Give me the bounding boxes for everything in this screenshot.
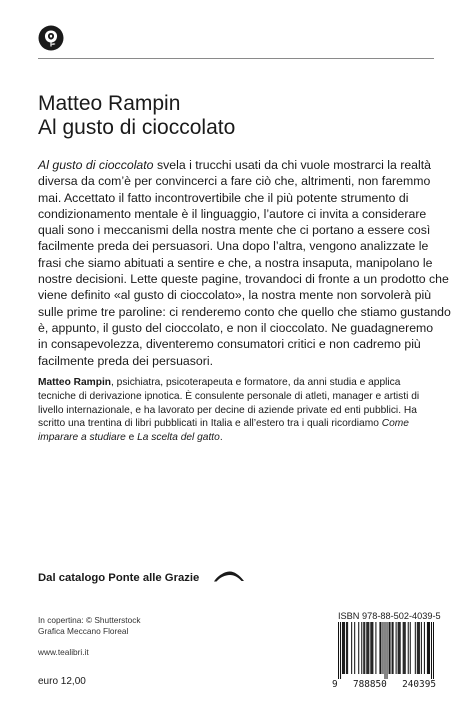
blurb-line: mai. Accettato il fatto incontrovertibile che il più potente strumento di [38, 190, 409, 205]
barcode-bar [338, 622, 339, 679]
barcode-bar [363, 622, 364, 674]
bio-line: tecniche di derivazione ipnotica. È consulente personale di atleti, manager e artisti di [38, 390, 420, 402]
barcode-bar [392, 622, 393, 674]
barcode-bar [390, 622, 391, 674]
barcode-bar [424, 622, 425, 674]
barcode-bar [405, 622, 406, 674]
blurb-line: nostre decisioni. Lette queste pagine, trovandoci di fronte a un prodotto che [38, 272, 449, 287]
barcode-bar [370, 622, 371, 674]
bio-line: imparare a studiare e La scelta del gatto. [38, 432, 223, 444]
barcode-bar [379, 622, 380, 674]
barcode-bar [408, 622, 409, 674]
bridge-arch-icon [213, 570, 245, 584]
barcode-bar [428, 622, 429, 674]
barcode-bar [382, 622, 383, 674]
blurb-line: viene definito «al gusto di cioccolato», la nostra mente non sorvolerà più [38, 288, 432, 303]
barcode-bar [358, 622, 359, 674]
cover-credit: In copertina: © Shutterstock [38, 615, 141, 625]
barcode-bar [344, 622, 345, 674]
book-title: Al gusto di cioccolato [38, 116, 236, 139]
barcode-bar [431, 622, 432, 679]
barcode-bar [380, 622, 381, 674]
author-name: Matteo Rampin [38, 92, 181, 115]
barcode-digit-group: 240395 [402, 679, 436, 690]
barcode-bar [417, 622, 418, 674]
bio-line: livello internazionale, e ha lavorato per decine di aziende private ed enti pubblici. Ha [38, 404, 417, 416]
credits [38, 615, 141, 637]
barcode-bar [346, 622, 347, 674]
blurb-line: frasi che siamo abituati a sentire e che, a nostra insaputa, manipolano le [38, 255, 433, 270]
barcode-bar [371, 622, 372, 674]
barcode-bar [368, 622, 369, 674]
barcode-bar [354, 622, 355, 674]
barcode-bar [399, 622, 400, 674]
barcode-bar [384, 622, 385, 679]
barcode-bar [351, 622, 352, 674]
price: euro 12,00 [38, 676, 86, 687]
barcode-bar [393, 622, 394, 674]
blurb-line: quali sono i meccanismi della nostra mente che ci portano a essere così [38, 223, 431, 238]
barcode-bar [366, 622, 367, 674]
blurb-line: Al gusto di cioccolato svela i trucchi usati da chi vuole mostrarci la realtà [38, 158, 432, 172]
barcode-bar [427, 622, 428, 674]
barcode-bar [433, 622, 434, 679]
catalog-label: Dal catalogo Ponte alle Grazie [38, 572, 200, 584]
barcode-bar [389, 622, 390, 674]
barcode-bar [387, 622, 388, 679]
barcode-digits [332, 679, 436, 690]
barcode-bar [361, 622, 362, 674]
bio-line: scritto una trentina di libri pubblicati in Italia e all’estero tra i quali ricordiamo Come [38, 418, 409, 430]
barcode-bar [429, 622, 430, 674]
barcode-bar [367, 622, 368, 674]
isbn-barcode [338, 622, 434, 679]
barcode-bar [421, 622, 422, 674]
barcode-bar [415, 622, 416, 674]
barcode-bar [404, 622, 405, 674]
barcode-digit-group: 9 [332, 679, 338, 690]
barcode-bar [396, 622, 397, 674]
barcode-bar [375, 622, 376, 674]
barcode-bar [340, 622, 341, 679]
barcode-bar [347, 622, 348, 674]
bio-book-title: Come [381, 418, 409, 430]
blurb-text [38, 157, 451, 369]
blurb-title-italic: Al gusto di cioccolato [38, 158, 154, 172]
blurb-line: è, appunto, il gusto del cioccolato, e non il cioccolato. Ne guadagneremo [38, 320, 434, 335]
blurb-line: in consapevolezza, diventeremo consumatori critici e non cadremo più [38, 337, 421, 352]
barcode-bar [418, 622, 419, 674]
top-divider [38, 58, 434, 59]
publisher-website: www.tealibri.it [38, 647, 89, 657]
blurb-line: facilmente preda dei persuasori. [38, 353, 213, 368]
barcode-bar [364, 622, 365, 674]
bio-author-name: Matteo Rampin [38, 377, 112, 388]
barcode-bar [403, 622, 404, 674]
barcode-bar [343, 622, 344, 674]
barcode-digit-group: 788850 [352, 679, 387, 690]
isbn-label: ISBN 978-88-502-4039-5 [338, 611, 441, 621]
blurb-line: condizionamento mentale è il linguaggio, l’autore ci invita a considerare [38, 206, 427, 221]
blurb-line: diversa da com’è per convincerci a fare ciò che, altrimenti, non faremmo [38, 174, 431, 189]
barcode-bar [400, 622, 401, 674]
bio-book-title: imparare a studiare [38, 432, 126, 444]
bio-line: Matteo Rampin, psichiatra, psicoterapeuta e formatore, da anni studia e applica [38, 377, 401, 388]
barcode-bar [372, 622, 373, 674]
publisher-logo-icon [38, 25, 64, 51]
barcode-bar [419, 622, 420, 674]
author-bio [38, 376, 438, 445]
barcode-bar [410, 622, 411, 674]
barcode-bar [342, 622, 343, 674]
bio-book-title: La scelta del gatto [137, 432, 220, 444]
barcode-bar [398, 622, 399, 674]
design-credit: Grafica Meccano Floreal [38, 626, 129, 636]
blurb-line: sulle prime tre paroline: ci renderemo conto che quello che stiamo gustando [38, 304, 451, 319]
blurb-line: facilmente preda dei persuasori. Una dopo l’altra, vengono analizzate le [38, 239, 429, 254]
